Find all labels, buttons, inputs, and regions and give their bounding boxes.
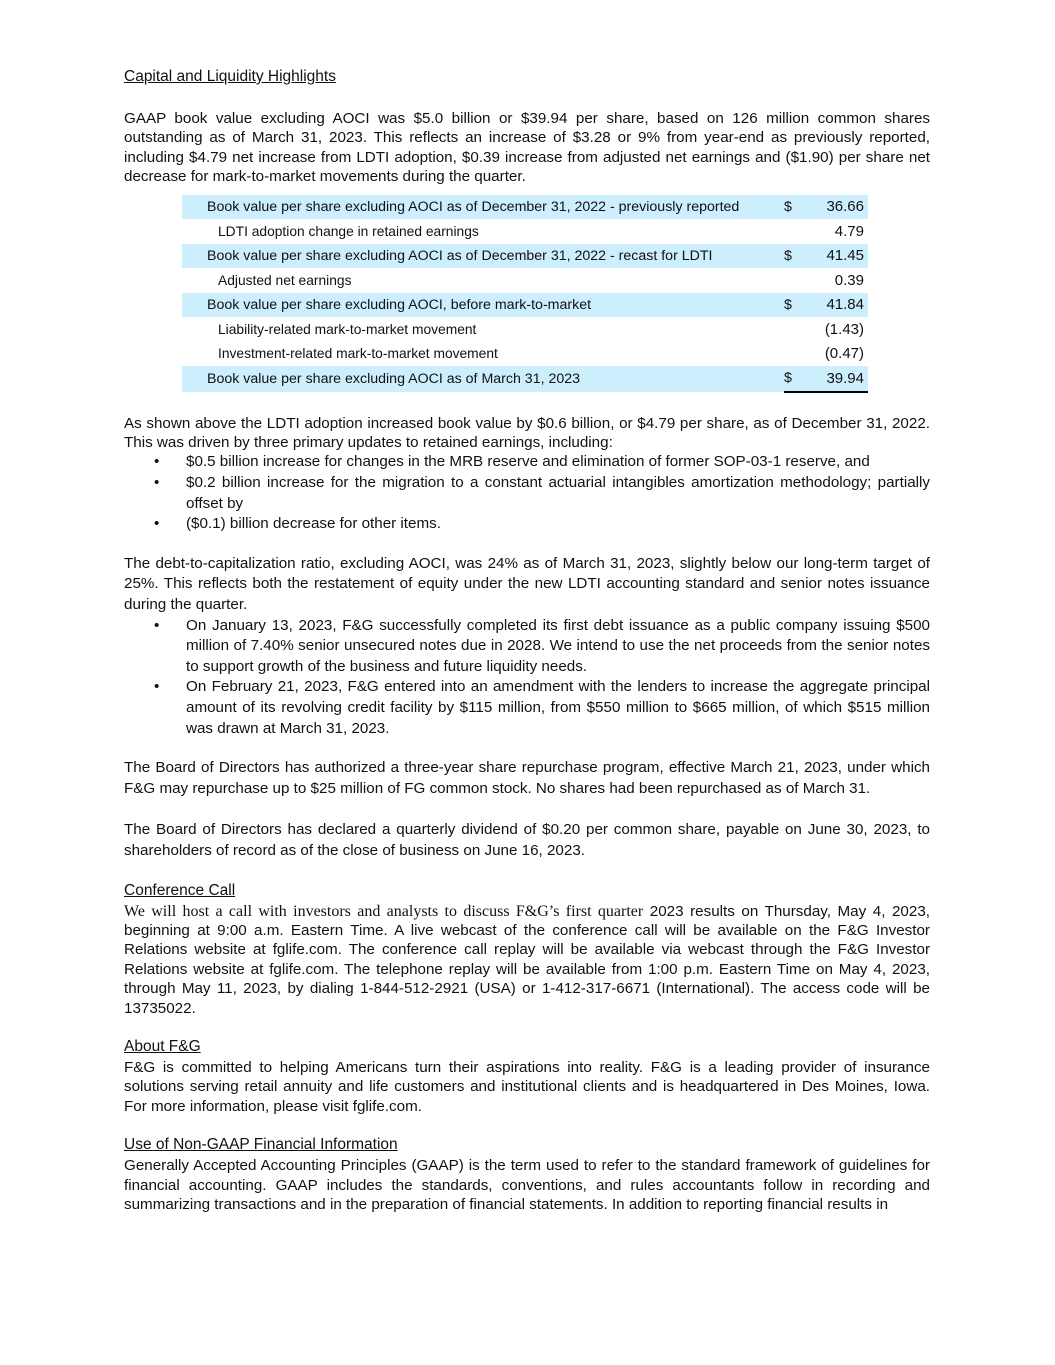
- row-currency: $: [784, 366, 806, 392]
- row-label: LDTI adoption change in retained earnings: [218, 223, 479, 239]
- table-row: [182, 342, 868, 367]
- row-value: 0.39: [834, 271, 864, 289]
- capital-intro: GAAP book value excluding AOCI was $5.0 billion or $39.94 per share, based on 126 million common shares outstanding as of March 31, 2023. This reflects an increase of $3.28 or 9% from year-end as previously reported, including $4.79 net increase from LDTI adoption, $0.39 increase from adjusted net earnings and ($1.90) per share net decrease for mark-to-market movements during the quarter.: [124, 110, 930, 186]
- row-value: 41.45: [806, 244, 868, 269]
- row-label: Investment-related mark-to-market movement: [218, 346, 498, 362]
- table-row: [182, 366, 868, 392]
- list-item: [124, 473, 930, 514]
- conference-heading: Conference Call: [124, 881, 236, 899]
- row-label: Liability-related mark-to-market movement: [218, 321, 477, 337]
- about-paragraph: F&G is committed to helping Americans turn their aspirations into reality. F&G is a leading provider of insurance solutions serving retail annuity and life customers and institutional clients and is headquartered in Des Moines, Iowa. For more information, please visit fglife.com.: [124, 1058, 930, 1115]
- row-label: Book value per share excluding AOCI as of March 31, 2023: [182, 366, 784, 392]
- row-value: (1.43): [824, 320, 864, 338]
- dividend-paragraph: The Board of Directors has declared a quarterly dividend of $0.20 per common share, payable on June 30, 2023, to shareholders of record as of the close of business on June 16, 2023.: [124, 821, 930, 859]
- list-item: [124, 452, 930, 473]
- bullet-text: $0.5 billion increase for changes in the MRB reserve and elimination of former SOP-03-1 reserve, and: [186, 453, 870, 471]
- row-currency: $: [784, 244, 806, 269]
- bullet-icon: •: [154, 678, 160, 696]
- debt-intro: The debt-to-capitalization ratio, excluding AOCI, was 24% as of March 31, 2023, slightly below our long-term target of 25%. This reflects both the restatement of equity under the new LDTI accounting standard and senior notes issuance during the quarter.: [124, 554, 930, 613]
- list-item: [124, 677, 930, 739]
- conference-rest: 2023 results on Thursday, May 4, 2023, beginning at 9:00 a.m. Eastern Time. A live webcast of the conference call will be available on the F&G Investor Relations website at fglife.com. The conference call replay will be available via webcast through the F&G Investor Relations website at fglife.com. The telephone replay will be available from 1:00 p.m. Eastern Time on May 4, 2023, through May 11, 2023, by dialing 1-844-512-2921 (USA) or 1-412-317-6671 (International). The access code will be 13735022.: [124, 902, 930, 1017]
- row-label: Book value per share excluding AOCI as of December 31, 2022 - previously reported: [182, 195, 784, 220]
- repurchase-paragraph: The Board of Directors has authorized a three-year share repurchase program, effective March 21, 2023, under which F&G may repurchase up to $25 million of FG common stock. No shares had been repurchased as of March 31.: [124, 759, 930, 797]
- table-row: [182, 268, 868, 293]
- table-row: [182, 219, 868, 244]
- document-content: [124, 66, 930, 1214]
- capital-heading: Capital and Liquidity Highlights: [124, 68, 336, 85]
- ldti-intro: As shown above the LDTI adoption increased book value by $0.6 billion, or $4.79 per share, as of December 31, 2022. This was driven by three primary updates to retained earnings, including:: [124, 414, 930, 452]
- row-value: 4.79: [834, 222, 864, 240]
- row-currency: $: [784, 293, 806, 318]
- table-row: [182, 293, 868, 318]
- row-label: Adjusted net earnings: [218, 272, 352, 288]
- bullet-icon: •: [154, 474, 160, 492]
- bullet-icon: •: [154, 616, 160, 634]
- row-label: Book value per share excluding AOCI, before mark-to-market: [182, 293, 784, 318]
- row-currency: [784, 268, 806, 293]
- ldti-bullet-list: [124, 452, 930, 534]
- bullet-text: On February 21, 2023, F&G entered into an amendment with the lenders to increase the aggregate principal amount of its revolving credit facility by $115 million, from $550 million to $665 million, of which $515 million was drawn at March 31, 2023.: [186, 678, 930, 737]
- conference-paragraph: [124, 902, 930, 1018]
- conference-lead: We will host a call with investors and analysts to discuss F&G’s first quarter: [124, 902, 644, 920]
- row-value: (0.47): [824, 345, 864, 363]
- about-heading: About F&G: [124, 1037, 201, 1055]
- row-currency: [784, 342, 806, 367]
- row-currency: [784, 219, 806, 244]
- list-item: [124, 616, 930, 678]
- bullet-icon: •: [154, 515, 160, 533]
- bullet-text: $0.2 billion increase for the migration to a constant actuarial intangibles amortization methodology; partially offset by: [186, 474, 930, 512]
- book-value-table: [182, 195, 868, 393]
- debt-bullet-list: [124, 616, 930, 740]
- bullet-icon: •: [154, 453, 160, 471]
- table-row: [182, 195, 868, 220]
- row-currency: [784, 317, 806, 342]
- table-row: [182, 244, 868, 269]
- row-value: 41.84: [806, 293, 868, 318]
- row-label: Book value per share excluding AOCI as of December 31, 2022 - recast for LDTI: [182, 244, 784, 269]
- table-row: [182, 317, 868, 342]
- row-value: 39.94: [806, 366, 868, 392]
- nongaap-paragraph: Generally Accepted Accounting Principles (GAAP) is the term used to refer to the standard framework of guidelines for financial accounting. GAAP includes the standards, conventions, and rules accountants follow in recording and summarizing transactions and in the preparation of financial statements. In addition to reporting financial results in: [124, 1157, 930, 1213]
- list-item: [124, 514, 930, 535]
- row-value: 36.66: [806, 195, 868, 220]
- row-currency: $: [784, 195, 806, 220]
- bullet-text: ($0.1) billion decrease for other items.: [186, 515, 441, 533]
- nongaap-heading: Use of Non-GAAP Financial Information: [124, 1136, 398, 1154]
- bullet-text: On January 13, 2023, F&G successfully completed its first debt issuance as a public company issuing $500 million of 7.40% senior unsecured notes due in 2028. We intend to use the net proceeds from the senior notes to support growth of the business and future liquidity needs.: [186, 616, 930, 675]
